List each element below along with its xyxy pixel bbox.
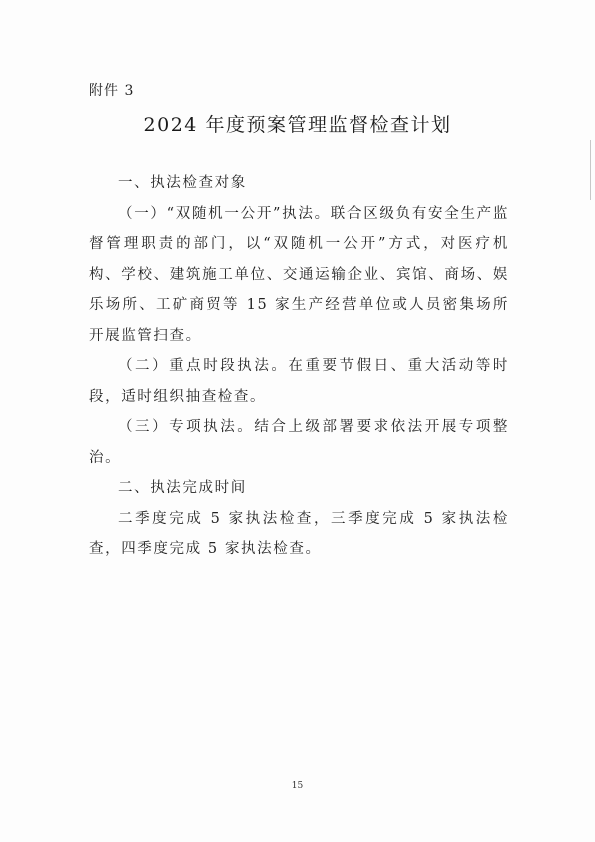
paragraph-completion-schedule: 二季度完成 5 家执法检查，三季度完成 5 家执法检查，四季度完成 5 家执法检查。 (89, 510, 509, 557)
scan-edge-mark (590, 140, 591, 200)
paragraph-key-period-inspection: （二）重点时段执法。在重要节假日、重大活动等时段，适时组织抽查检查。 (89, 358, 509, 405)
paragraph-random-inspection: （一）“双随机一公开”执法。联合区级负有安全生产监督管理职责的部门，以“双随机一公开”方式，对医疗机构、学校、建筑施工单位、交通运输企业、宾馆、商场、娱乐场所、工矿商贸等 15 家生产经营单位或人员密集场所开展监管扫查。 (89, 205, 509, 344)
attachment-label: 附件 3 (89, 83, 135, 99)
section-heading-completion-time: 二、执法完成时间 (118, 480, 247, 496)
document-title: 2024 年度预案管理监督检查计划 (143, 114, 452, 136)
section-heading-inspection-targets: 一、执法检查对象 (118, 175, 247, 191)
document-body (89, 168, 509, 565)
paragraph-special-inspection: （三）专项执法。结合上级部署要求依法开展专项整治。 (89, 419, 509, 466)
page-number: 15 (291, 781, 304, 791)
